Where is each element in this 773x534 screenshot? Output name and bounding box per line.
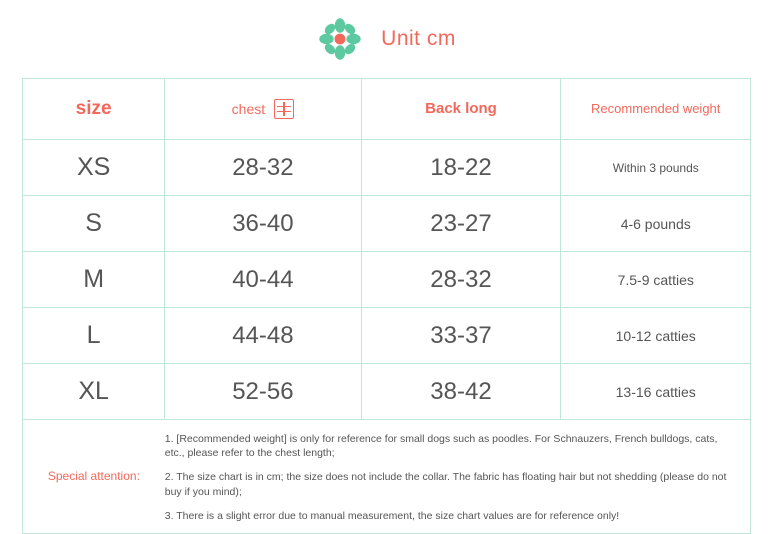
cell-chest: 52-56 bbox=[165, 364, 361, 420]
cell-size: XL bbox=[23, 364, 165, 420]
note-line: 3. There is a slight error due to manual measurement, the size chart values are for reference only! bbox=[164, 509, 620, 522]
flower-icon bbox=[317, 16, 363, 62]
column-header-recommended-weight-label: Recommended weight bbox=[591, 101, 721, 116]
cell-recommended-weight: 7.5-9 catties bbox=[561, 252, 750, 308]
special-attention-label: Special attention: bbox=[47, 469, 140, 484]
cell-back-long: 18-22 bbox=[361, 140, 561, 196]
column-header-back-long-label: Back long bbox=[425, 100, 497, 117]
cell-size: XS bbox=[23, 140, 165, 196]
chest-measure-icon bbox=[274, 99, 294, 119]
cell-chest: 44-48 bbox=[165, 308, 361, 364]
page-title: Unit cm bbox=[381, 27, 456, 50]
cell-back-long: 28-32 bbox=[361, 252, 561, 308]
page-header bbox=[0, 0, 773, 78]
cell-chest: 40-44 bbox=[165, 252, 361, 308]
column-header-size bbox=[23, 79, 165, 140]
table-header-row bbox=[23, 79, 750, 140]
cell-size: S bbox=[23, 196, 165, 252]
column-header-chest-label: chest bbox=[231, 101, 266, 117]
cell-recommended-weight: Within 3 pounds bbox=[561, 140, 750, 196]
cell-back-long: 33-37 bbox=[361, 308, 561, 364]
table-row bbox=[23, 140, 750, 196]
note-line: 2. The size chart is in cm; the size does not include the collar. The fabric has floating hair but not shedding (please do not buy if you mind); bbox=[164, 471, 727, 498]
table-row bbox=[23, 364, 750, 420]
cell-size: L bbox=[23, 308, 165, 364]
cell-back-long: 23-27 bbox=[361, 196, 561, 252]
column-header-chest-group bbox=[232, 99, 294, 119]
cell-size: M bbox=[23, 252, 165, 308]
column-header-back-long bbox=[361, 79, 561, 140]
table-row bbox=[23, 308, 750, 364]
size-table-wrapper bbox=[22, 78, 751, 420]
cell-back-long: 38-42 bbox=[361, 364, 561, 420]
cell-chest: 28-32 bbox=[165, 140, 361, 196]
size-table bbox=[23, 79, 750, 420]
note-line: 1. [Recommended weight] is only for reference for small dogs such as poodles. For Schnauzers, French bulldogs, cats, etc., please refer to the chest length; bbox=[164, 433, 718, 460]
cell-recommended-weight: 13-16 catties bbox=[561, 364, 750, 420]
column-header-recommended-weight bbox=[561, 79, 750, 140]
column-header-chest bbox=[165, 79, 361, 140]
cell-recommended-weight: 4-6 pounds bbox=[561, 196, 750, 252]
cell-chest: 36-40 bbox=[165, 196, 361, 252]
column-header-size-label: size bbox=[75, 98, 112, 119]
table-row bbox=[23, 196, 750, 252]
table-row bbox=[23, 252, 750, 308]
cell-recommended-weight: 10-12 catties bbox=[561, 308, 750, 364]
special-attention-section bbox=[22, 420, 751, 534]
special-attention-body bbox=[165, 420, 750, 533]
